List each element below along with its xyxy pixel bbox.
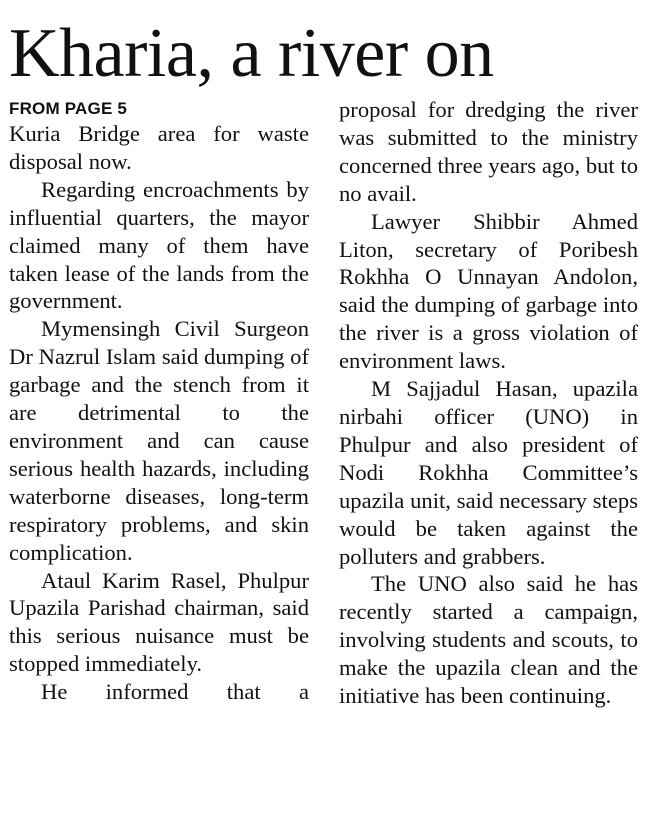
left-column [9, 96, 309, 706]
jump-label: FROM PAGE 5 [9, 99, 128, 118]
headline: Kharia, a river on [9, 15, 494, 92]
paragraph: The UNO also said he has recently started a campaign, involving students and scouts, to make the upazila clean and the initiative has been continuing. [339, 571, 638, 709]
paragraph: He informed that a [41, 679, 309, 705]
paragraph: Lawyer Shibbir Ahmed Liton, secretary of Poribesh Rokhha O Unnayan Andolon, said the dumping of garbage into the river is a gross violation of environment laws. [339, 208, 638, 374]
right-column [339, 96, 638, 710]
paragraph: proposal for dredging the river was submitted to the ministry concerned three years ago, but to no avail. [339, 97, 638, 206]
paragraph: Ataul Karim Rasel, Phulpur Upazila Parishad chairman, said this serious nuisance must be stopped immediately. [9, 567, 309, 677]
paragraph: Regarding encroachments by influential quarters, the mayor claimed many of them have taken lease of the lands from the government. [9, 176, 309, 314]
paragraph: Mymensingh Civil Surgeon Dr Nazrul Islam said dumping of garbage and the stench from it are detrimental to the environment and can cause serious health hazards, including waterborne diseases, long-term respiratory problems, and skin complication. [9, 316, 309, 565]
paragraph: M Sajjadul Hasan, upazila nirbahi officer (UNO) in Phulpur and also president of Nodi Rokhha Committee’s upazila unit, said necessary steps would be taken against the polluters and grabbers. [339, 376, 638, 569]
paragraph: Kuria Bridge area for waste disposal now. [9, 121, 309, 174]
